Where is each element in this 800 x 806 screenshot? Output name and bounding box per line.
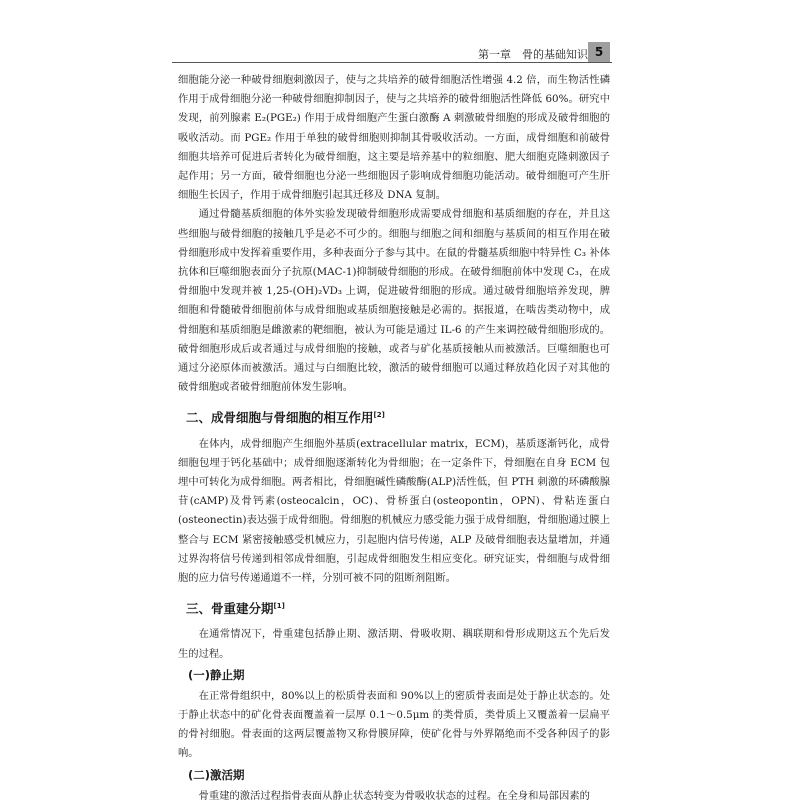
chapter-title: 第一章 骨的基础知识 [478, 48, 588, 61]
section-heading-3 [178, 596, 610, 619]
section-2-reference: [2] [373, 411, 385, 420]
section-2-title: 二、成骨细胞与骨细胞的相互作用 [186, 410, 374, 426]
paragraph-3: 在体内，成骨细胞产生细胞外基质(extracellular matrix，ECM)，基质逐渐钙化，成骨细胞包埋于钙化基础中；成骨细胞逐渐转化为骨细胞；在一定条件下，骨细胞在自身 ECM 包埋中可转化为成骨细胞。两者相比，骨细胞碱性磷酸酶(ALP)活性低，但 PTH 刺激的环磷酸腺苷(cAMP)及骨钙素(osteocalcin，OC)、骨桥蛋白(osteopontin，OPN)、骨粘连蛋白(osteonectin)表达强于成骨细胞。骨细胞的机械应力感受能力强于成骨细胞，骨细胞通过膜上整合与 ECM 紧密接触感受机械应力，引起胞内信号传递，ALP 及破骨细胞表达量增加，并通过界沟将信号传递到相邻成骨细胞，引起成骨细胞发生相应变化。研究证实，骨细胞与成骨细胞的应力信号传递通道不一样，分别可被不同的阻断剂阻断。 [178, 437, 610, 585]
section-3-reference: [1] [273, 602, 285, 611]
paragraph-4: 在通常情况下，骨重建包括静止期、激活期、骨吸收期、耦联期和骨形成期这五个先后发生的过程。 [178, 628, 610, 660]
subsection-heading-2: (二)激活期 [188, 767, 245, 782]
page-header [0, 0, 800, 64]
paragraph-6: 骨重建的激活过程指骨表面从静止状态转变为骨吸收状态的过程。在全身和局部因素的 [198, 789, 590, 802]
page-number: 5 [588, 42, 610, 62]
subsection-heading-1: (一)静止期 [188, 667, 245, 682]
page-body [178, 71, 610, 806]
paragraph-2: 通过骨髓基质细胞的体外实验发现破骨细胞形成需要成骨细胞和基质细胞的存在，并且这些细胞与破骨细胞的接触几乎是必不可少的。细胞与细胞之间和细胞与基质间的相互作用在破骨细胞形成中发挥着重要作用，多种表面分子参与其中。在鼠的骨髓基质细胞中特异性 C₃ 补体抗体和巨噬细胞表面分子抗原(MAC-1)抑制破骨细胞的形成。在破骨细胞前体中发现 C₃，在成骨细胞中发现并被 1,25-(OH)₂VD₃ 上调，促进破骨细胞的形成。通过破骨细胞培养发现，脾细胞和骨髓破骨细胞前体与成骨细胞或基质细胞接触是必需的。据报道，在啮齿类动物中，成骨细胞和基质细胞是雌激素的靶细胞，被认为可能是通过 IL-6 的产生来调控破骨细胞形成的。破骨细胞形成后或者通过与成骨细胞的接触，或者与矿化基质接触从而被激活。巨噬细胞也可通过分泌原体而被激活。通过与白细胞比较，激活的破骨细胞可以通过释放趋化因子对其他的破骨细胞或者破骨细胞前体发生影响。 [178, 208, 610, 394]
section-heading-2 [178, 405, 610, 428]
paragraph-5: 在正常骨组织中，80%以上的松质骨表面和 90%以上的密质骨表面是处于静止状态的。处于静止状态中的矿化骨表面覆盖着一层厚 0.1～0.5μm 的类骨质，类骨质上又覆盖着一层扁平的骨衬细胞。骨表面的这两层覆盖物又称骨膜屏障，使矿化骨与外界隔绝而不受各种因子的影响。 [178, 689, 610, 760]
header-rule [172, 62, 612, 63]
section-3-title: 三、骨重建分期 [186, 601, 274, 617]
paragraph-1: 细胞能分泌一种破骨细胞刺激因子，使与之共培养的破骨细胞活性增强 4.2 倍，而生物活性磷作用于成骨细胞分泌一种破骨细胞抑制因子，使与之共培养的破骨细胞活性降低 60%。研究中发现，前列腺素 E₂(PGE₂) 作用于成骨细胞产生蛋白激酶 A 刺激破骨细胞的形成及破骨细胞的吸收活动。而 PGE₂ 作用于单独的破骨细胞则抑制其骨吸收活动。一方面，成骨细胞和前破骨细胞共培养可促进后者转化为破骨细胞，这主要是培养基中的粒细胞、肥大细胞克隆刺激因子起作用；另一方面，破骨细胞也分泌一些细胞因子影响成骨细胞功能活动。破骨细胞可产生肝细胞生长因子，作用于成骨细胞引起其迁移及 DNA 复制。 [178, 74, 610, 202]
